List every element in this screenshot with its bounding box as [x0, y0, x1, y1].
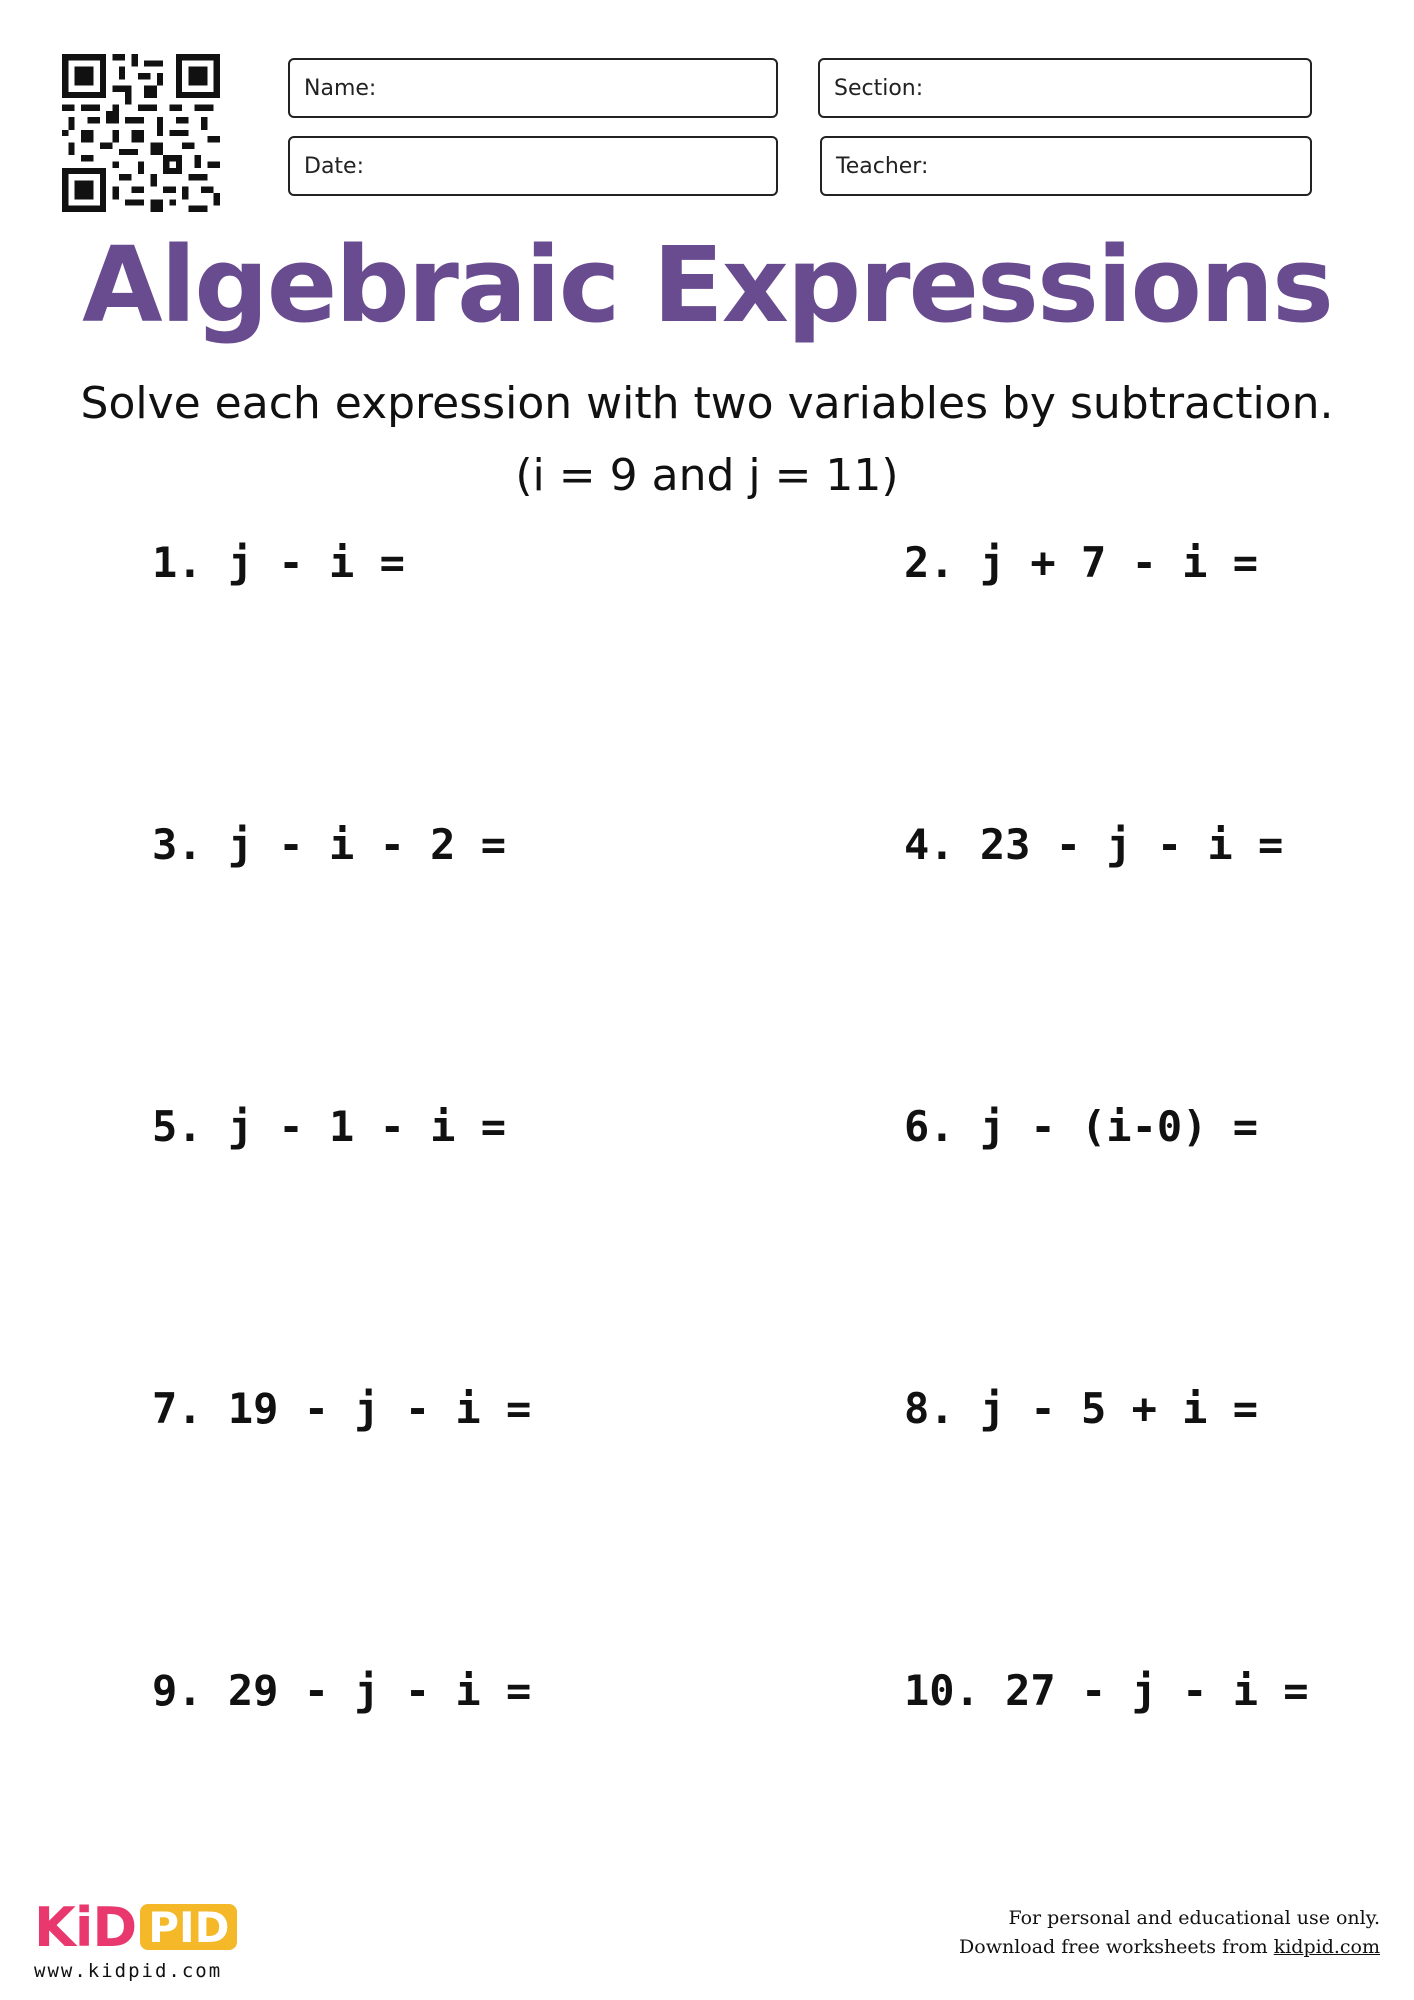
footer-note — [959, 1904, 1380, 1961]
date-field[interactable] — [288, 136, 778, 196]
question-4: 4. 23 - j - i = — [904, 820, 1284, 869]
question-5: 5. j - 1 - i = — [152, 1102, 507, 1151]
teacher-label: Teacher: — [836, 153, 929, 179]
page-title: Algebraic Expressions — [82, 224, 1332, 346]
footer-note-line-1: For personal and educational use only. — [1008, 1907, 1380, 1929]
date-label: Date: — [304, 153, 364, 179]
kidpid-logo — [34, 1895, 237, 1982]
footer-link[interactable]: kidpid.com — [1273, 1935, 1380, 1958]
footer-note-prefix: Download free worksheets from — [959, 1935, 1274, 1958]
logo-pid-text: PID — [140, 1904, 237, 1950]
footer-note-line-2 — [959, 1933, 1380, 1962]
question-7: 7. 19 - j - i = — [152, 1384, 532, 1433]
name-label: Name: — [304, 75, 377, 101]
section-label: Section: — [834, 75, 924, 101]
question-1: 1. j - i = — [152, 538, 405, 587]
section-field[interactable] — [818, 58, 1312, 118]
logo-kid-text: KiD — [34, 1895, 137, 1959]
question-10: 10. 27 - j - i = — [904, 1666, 1309, 1715]
name-field[interactable] — [288, 58, 778, 118]
instructions-line-2: (i = 9 and j = 11) — [515, 450, 899, 501]
instructions-line-1: Solve each expression with two variables by subtraction. — [80, 378, 1334, 429]
teacher-field[interactable] — [820, 136, 1312, 196]
question-6: 6. j - (i-0) = — [904, 1102, 1259, 1151]
question-9: 9. 29 - j - i = — [152, 1666, 532, 1715]
qr-code-icon — [62, 54, 220, 212]
question-8: 8. j - 5 + i = — [904, 1384, 1259, 1433]
question-2: 2. j + 7 - i = — [904, 538, 1259, 587]
logo-url: www.kidpid.com — [34, 1960, 223, 1982]
question-3: 3. j - i - 2 = — [152, 820, 507, 869]
